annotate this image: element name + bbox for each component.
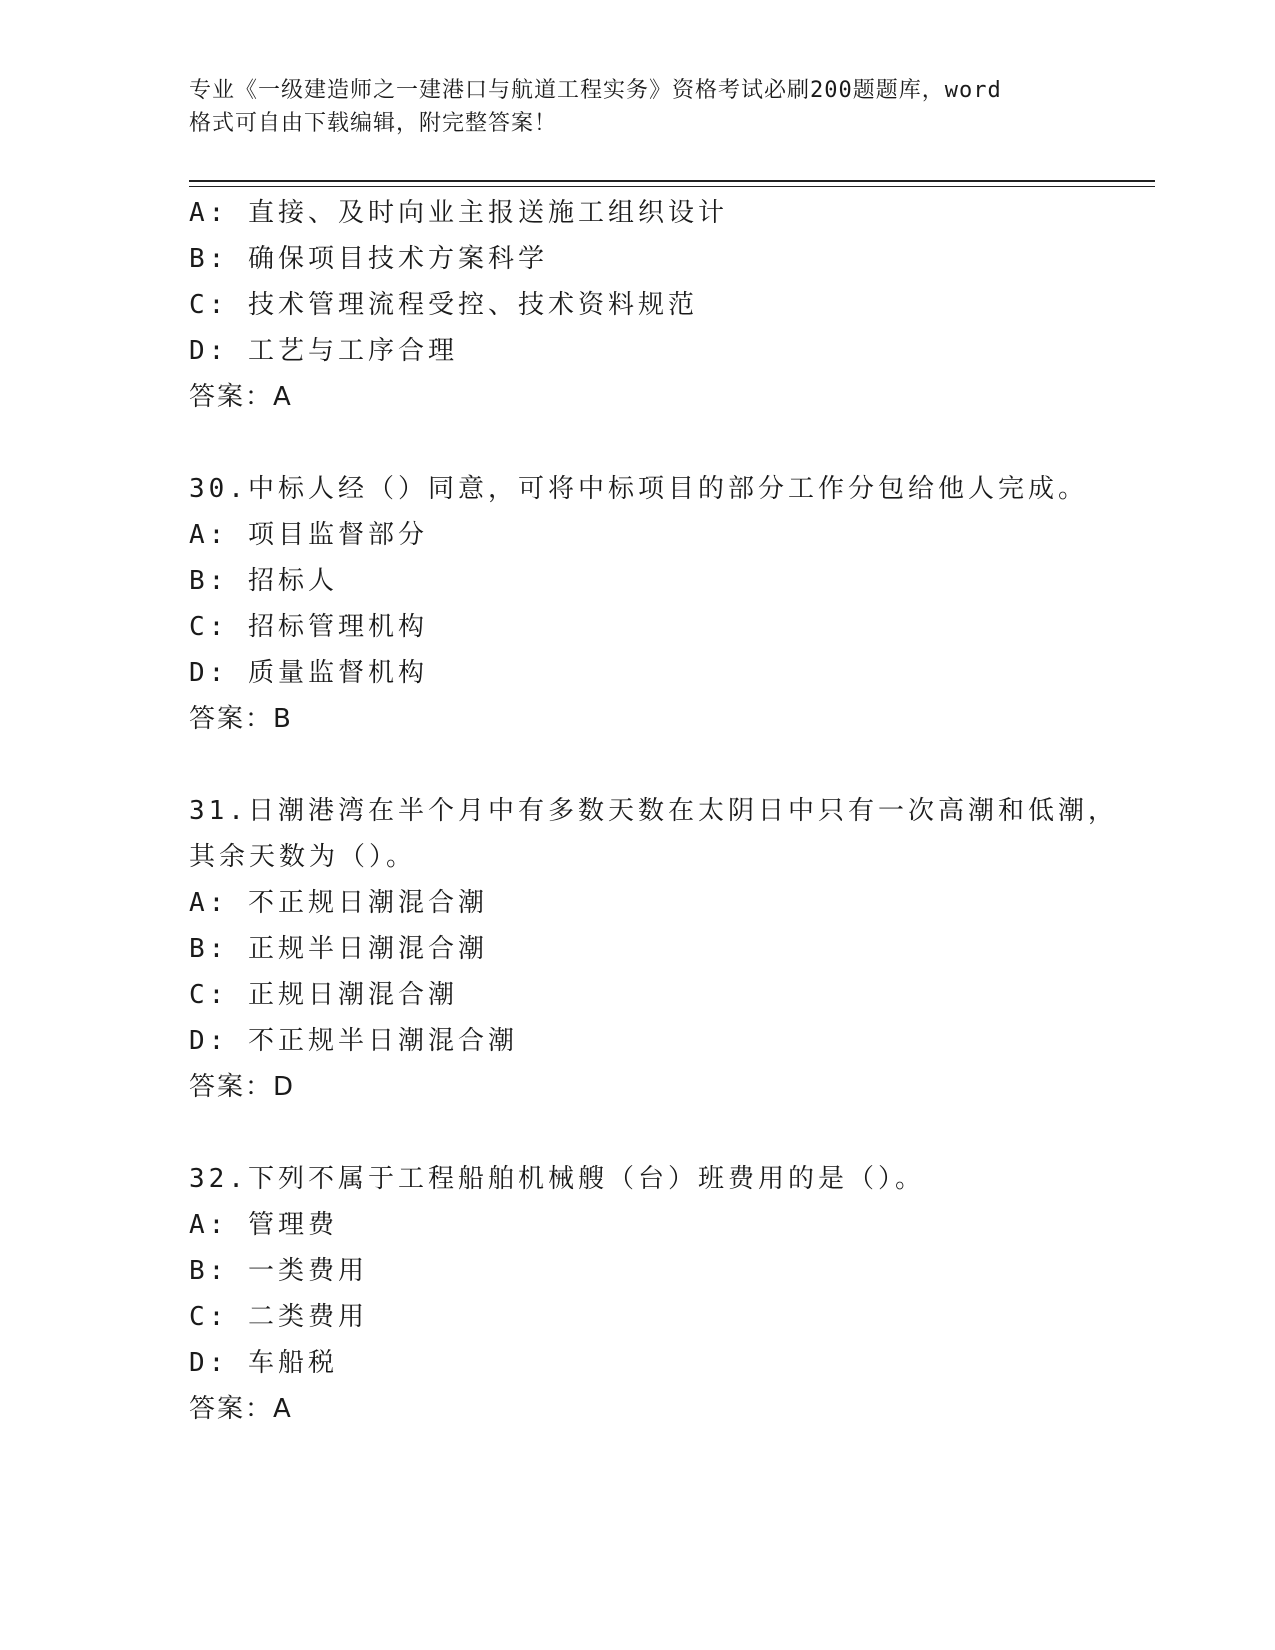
answer-line: 答案：B bbox=[189, 704, 293, 734]
spacer bbox=[189, 1110, 1139, 1156]
spacer bbox=[189, 420, 1139, 466]
option-b: B: 正规半日潮混合潮 bbox=[189, 934, 488, 964]
spacer bbox=[189, 742, 1139, 788]
document-header bbox=[189, 74, 1089, 140]
option-d: D: 质量监督机构 bbox=[189, 658, 428, 688]
question-list bbox=[189, 190, 1139, 1432]
option-a: A: 不正规日潮混合潮 bbox=[189, 888, 488, 918]
answer-line: 答案：A bbox=[189, 382, 293, 412]
question-stem-line-2: 其余天数为（）。 bbox=[189, 842, 417, 872]
option-a: A: 管理费 bbox=[189, 1210, 338, 1240]
question-stem: 30.中标人经（）同意，可将中标项目的部分工作分包给他人完成。 bbox=[189, 474, 1088, 504]
question-stem: 32.下列不属于工程船舶机械艘（台）班费用的是（）。 bbox=[189, 1164, 925, 1194]
header-title-line-1: 专业《一级建造师之一建港口与航道工程实务》资格考试必刷200题题库，word bbox=[189, 78, 1002, 103]
option-c: C: 技术管理流程受控、技术资料规范 bbox=[189, 290, 698, 320]
question-block-32 bbox=[189, 1156, 1139, 1432]
question-block-31 bbox=[189, 788, 1139, 1110]
option-c: C: 正规日潮混合潮 bbox=[189, 980, 458, 1010]
option-d: D: 车船税 bbox=[189, 1348, 338, 1378]
question-block-29 bbox=[189, 190, 1139, 420]
option-d: D: 不正规半日潮混合潮 bbox=[189, 1026, 518, 1056]
answer-line: 答案：A bbox=[189, 1394, 293, 1424]
option-c: C: 二类费用 bbox=[189, 1302, 368, 1332]
option-b: B: 招标人 bbox=[189, 566, 338, 596]
option-d: D: 工艺与工序合理 bbox=[189, 336, 458, 366]
header-title-line-2: 格式可自由下载编辑，附完整答案！ bbox=[189, 111, 558, 136]
option-a: A: 直接、及时向业主报送施工组织设计 bbox=[189, 198, 728, 228]
question-stem-line-1: 31.日潮港湾在半个月中有多数天数在太阴日中只有一次高潮和低潮， bbox=[189, 796, 1118, 826]
option-b: B: 一类费用 bbox=[189, 1256, 368, 1286]
question-block-30 bbox=[189, 466, 1139, 742]
answer-line: 答案：D bbox=[189, 1072, 296, 1102]
option-c: C: 招标管理机构 bbox=[189, 612, 428, 642]
header-divider-thin bbox=[189, 186, 1155, 187]
option-b: B: 确保项目技术方案科学 bbox=[189, 244, 548, 274]
header-divider-thick bbox=[189, 180, 1155, 182]
option-a: A: 项目监督部分 bbox=[189, 520, 428, 550]
